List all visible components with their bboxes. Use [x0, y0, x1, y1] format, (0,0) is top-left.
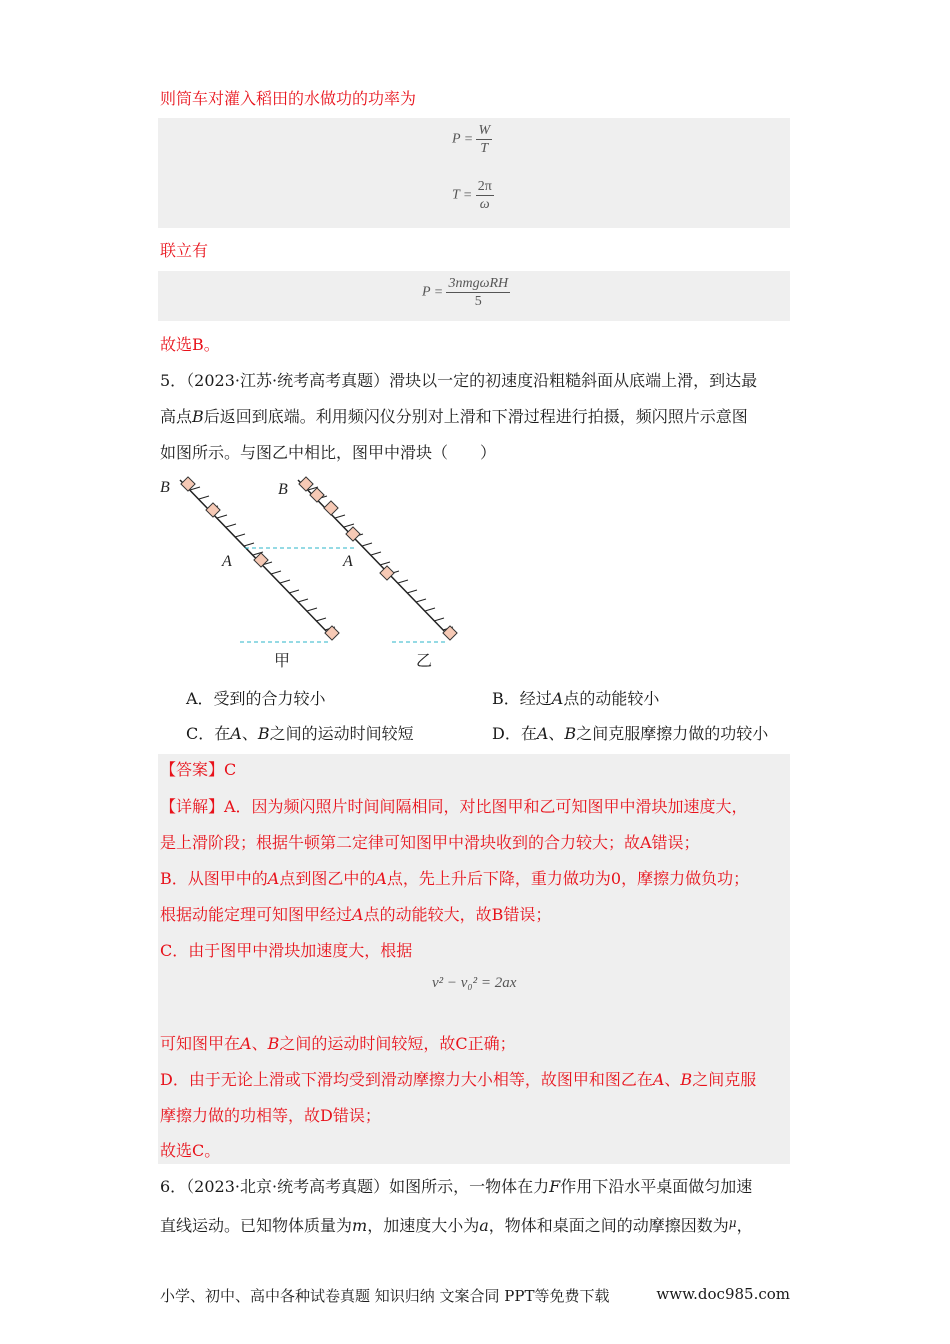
q5-figure [150, 470, 480, 675]
caption-yi: 乙 [416, 653, 433, 670]
option-b: B．经过A点的动能较小 [492, 689, 660, 708]
detail-line-5: C．由于图甲中滑块加速度大，根据 [160, 941, 413, 960]
q6-stem-line-1: 6．（2023·北京·统考高考真题）如图所示，一物体在力F作用下沿水平桌面做匀加速 [160, 1177, 753, 1196]
option-a: A．受到的合力较小 [186, 689, 326, 708]
equation-kinematics: v² − v₀² = 2ax [432, 975, 517, 991]
solution-line-power: 则筒车对灌入稻田的水做功的功率为 [160, 89, 417, 108]
solution-line-combine: 联立有 [160, 241, 209, 260]
slider-block [254, 553, 268, 567]
equation-power-result: P = $\frac{\text{3nmgωRH}}{5}$ [422, 276, 509, 309]
incline-right [298, 480, 453, 635]
equation-box-1 [158, 118, 790, 228]
equation-period: T = $\frac{2\pi}{\omega}$ [452, 179, 492, 212]
detail-line-6: 可知图甲在A、B之间的运动时间较短，故C正确； [160, 1034, 516, 1053]
slider-block [206, 503, 220, 517]
label-b-left: B [160, 479, 170, 496]
label-a-left: A [222, 553, 232, 570]
equation-box-2 [158, 271, 790, 321]
solution-choice-b: 故选B。 [160, 335, 220, 354]
detail-line-9: 故选C。 [160, 1141, 221, 1160]
detail-line-1: 【详解】A．因为频闪照片时间间隔相同，对比图甲和乙可知图甲中滑块加速度大， [160, 797, 748, 816]
label-b-right: B [278, 481, 288, 498]
slider-block [310, 488, 324, 502]
detail-line-7: D．由于无论上滑或下滑均受到滑动摩擦力大小相等，故图甲和图乙在A、B之间克服 [160, 1070, 757, 1089]
label-a-right: A [343, 553, 353, 570]
detail-line-4: 根据动能定理可知图甲经过A点的动能较大，故B错误； [160, 905, 552, 924]
caption-jia: 甲 [274, 653, 291, 670]
q5-stem-line-3: 如图所示。与图乙中相比，图甲中滑块（ ） [160, 443, 497, 462]
footer-website[interactable]: www.doc985.com [656, 1285, 790, 1303]
slider-block [325, 626, 339, 640]
option-d: D．在A、B之间克服摩擦力做的功较小 [492, 724, 769, 743]
footer-text: 小学、初中、高中各种试卷真题 知识归纳 文案合同 PPT等免费下载 [160, 1287, 610, 1305]
detail-line-3: B．从图甲中的A点到图乙中的A点，先上升后下降，重力做功为0，摩擦力做负功； [160, 869, 750, 888]
detail-line-8: 摩擦力做的功相等，故D错误； [160, 1106, 381, 1125]
answer-line: 【答案】C [160, 760, 237, 779]
equation-power-def: P = $\frac{W}{T}$ [452, 123, 491, 156]
page-footer [160, 1285, 790, 1306]
q6-stem-line-2: 直线运动。已知物体质量为m，加速度大小为a，物体和桌面之间的动摩擦因数为$^\mu$， [160, 1216, 753, 1235]
slider-block [346, 527, 360, 541]
option-c: C．在A、B之间的运动时间较短 [186, 724, 414, 743]
slider-block [324, 501, 338, 515]
q5-stem-line-1: 5．（2023·江苏·统考高考真题）滑块以一定的初速度沿粗糙斜面从底端上滑，到达最 [160, 371, 758, 390]
slider-block [443, 626, 457, 640]
q5-stem-line-2: 高点B后返回到底端。利用频闪仪分别对上滑和下滑过程进行拍摄，频闪照片示意图 [160, 407, 748, 426]
detail-line-2: 是上滑阶段；根据牛顿第二定律可知图甲中滑块收到的合力较大；故A错误； [160, 833, 700, 852]
